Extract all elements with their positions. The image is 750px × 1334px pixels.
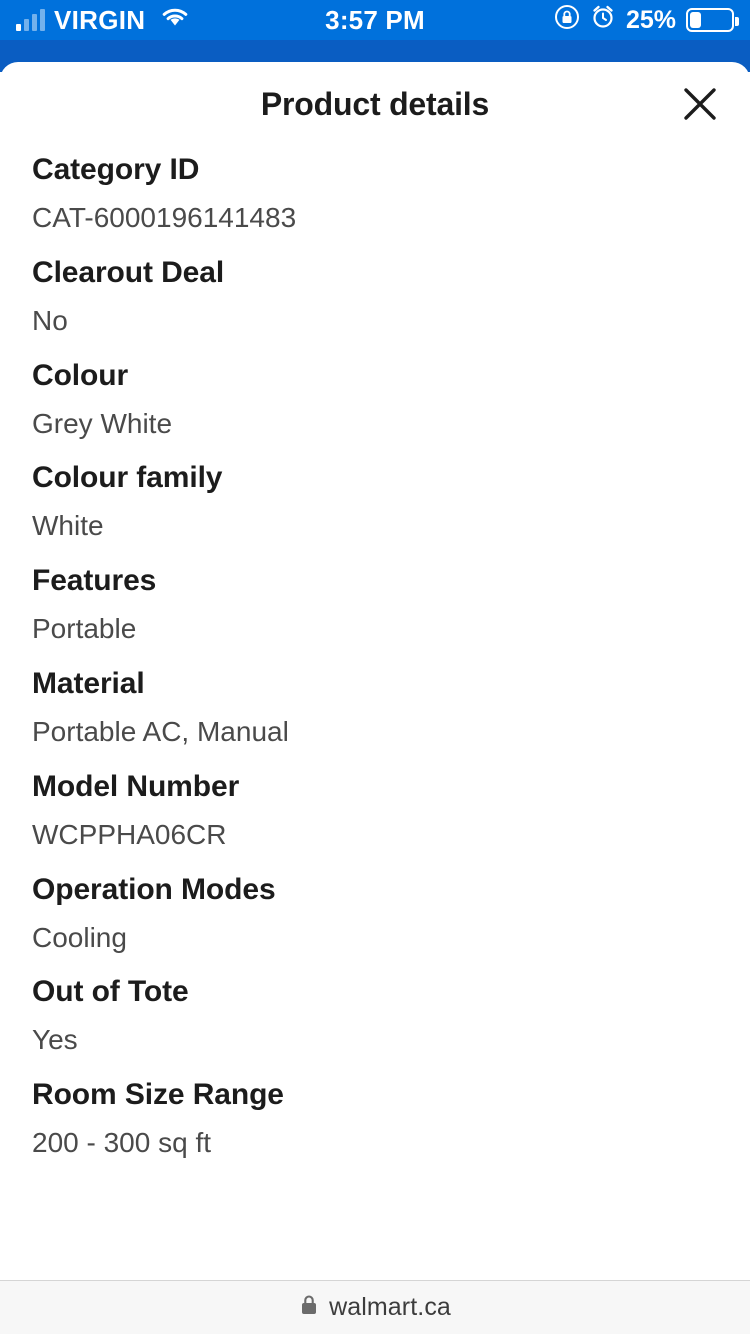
signal-bars-icon <box>16 9 45 31</box>
detail-row <box>32 150 718 237</box>
lock-icon <box>299 1293 319 1322</box>
status-bar-left <box>16 5 190 36</box>
detail-value: Cooling <box>32 921 127 953</box>
battery-percent-label: 25% <box>625 5 676 34</box>
detail-row <box>32 458 718 545</box>
detail-value: CAT-6000196141483 <box>32 202 297 233</box>
detail-label: Model Number <box>32 769 240 803</box>
detail-label: Colour family <box>32 461 223 495</box>
address-bar-url[interactable]: walmart.ca <box>329 1293 451 1321</box>
detail-value: No <box>32 304 68 336</box>
detail-row <box>32 1075 718 1162</box>
status-bar-clock: 3:57 PM <box>325 4 425 35</box>
rotation-lock-icon <box>554 4 580 37</box>
browser-bottom-bar[interactable] <box>0 1280 750 1334</box>
carrier-label: VIRGIN <box>54 4 146 35</box>
product-details-list[interactable] <box>0 146 750 1280</box>
battery-icon <box>686 8 734 32</box>
detail-value: White <box>32 510 104 542</box>
detail-label: Room Size Range <box>32 1078 284 1112</box>
sheet-header <box>0 62 750 146</box>
detail-row <box>32 972 718 1059</box>
detail-row <box>32 561 718 648</box>
detail-row <box>32 870 718 957</box>
detail-value: Grey White <box>32 407 173 439</box>
detail-row <box>32 253 718 340</box>
detail-row <box>32 767 718 854</box>
product-details-sheet <box>0 62 750 1280</box>
detail-value: Yes <box>32 1024 78 1056</box>
close-icon <box>683 87 717 121</box>
status-bar <box>0 0 750 40</box>
detail-label: Out of Tote <box>32 975 189 1009</box>
detail-label: Clearout Deal <box>32 255 225 289</box>
detail-value: WCPPHA06CR <box>32 818 227 850</box>
detail-label: Colour <box>32 358 129 392</box>
detail-value: Portable <box>32 613 137 645</box>
detail-row <box>32 356 718 443</box>
detail-label: Material <box>32 666 145 700</box>
wifi-icon <box>160 6 190 35</box>
detail-value: 200 - 300 sq ft <box>32 1127 212 1159</box>
status-bar-right <box>554 4 734 37</box>
detail-label: Category ID <box>32 153 200 186</box>
detail-value: Portable AC, Manual <box>32 715 289 747</box>
detail-label: Operation Modes <box>32 872 276 906</box>
close-button[interactable] <box>674 78 726 130</box>
alarm-clock-icon <box>590 4 616 37</box>
detail-row <box>32 664 718 751</box>
detail-label: Features <box>32 564 157 598</box>
page-title: Product details <box>260 85 490 122</box>
